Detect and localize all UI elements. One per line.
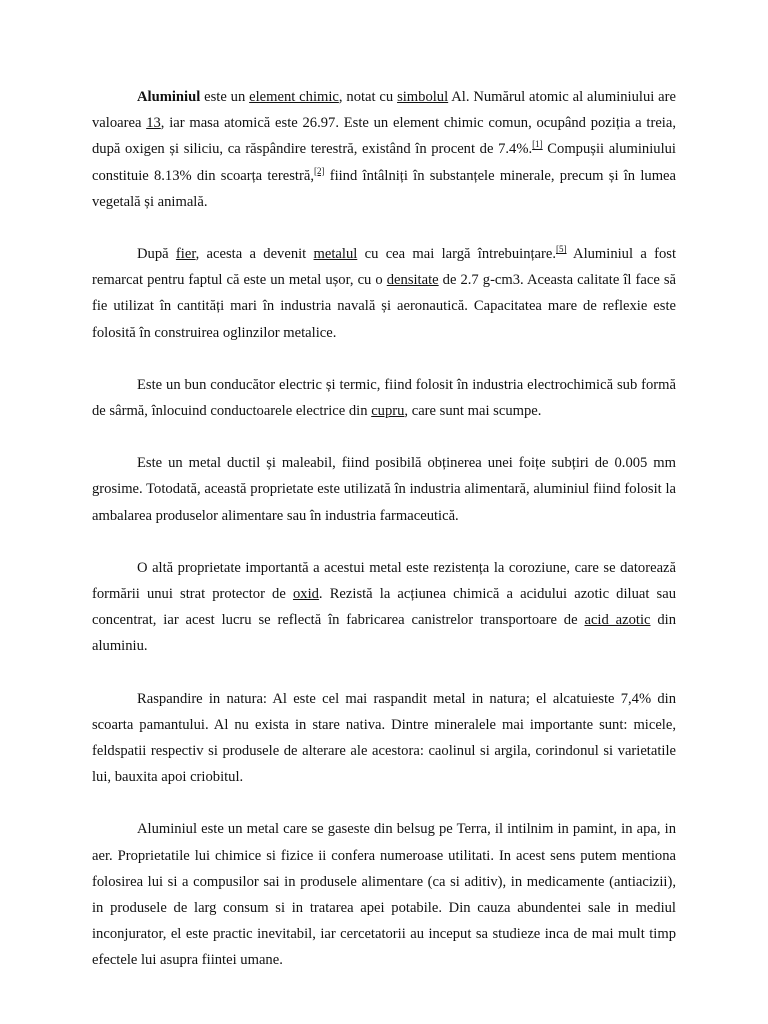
hyperlink[interactable]: oxid bbox=[292, 586, 319, 603]
text-run: Raspandire in natura: Al este cel mai raspandit metal in natura; el alcatuieste 7,4% din scoarta pamantului. Al nu exista in stare nativa. Dintre mineralele mai importante sunt: micele, feldspatii respectiv si produsele de alterare ale acestora: caolinul si argila, corindonul si varietatile lui, bauxita apoi criobitul. bbox=[92, 690, 676, 786]
paragraph bbox=[92, 686, 676, 791]
paragraph bbox=[92, 241, 676, 346]
text-run: , notat cu bbox=[338, 89, 398, 105]
text-run: . Rezistă la acțiunea chimică a acidului azotic diluat sau concentrat, iar acest lucru se reflectă în fabricarea canistrelor transportoare de bbox=[92, 586, 676, 629]
text-run: este un bbox=[200, 89, 250, 105]
text-run: Este un bun conducător electric și termic, fiind folosit în industria electrochimică sub formă de sârmă, înlocuind conductoarele electrice din bbox=[92, 376, 676, 420]
text-run: Este un metal ductil și maleabil, fiind posibilă obținerea unei foițe subțiri de 0.005 mm grosime. Totodată, această proprietate este utilizată în industria alimentară, aluminiul fiind folosit la ambalarea produselor alimentare sau în industria farmaceutică. bbox=[92, 455, 676, 524]
paragraph bbox=[92, 372, 676, 424]
text-run: de 2.7 g-cm3. Aceasta calitate îl face să fie utilizat în cantități mari în industria navală și aeronautică. Capacitatea mare de reflexie este folosită în construirea oglinzilor metalice. bbox=[92, 272, 677, 341]
hyperlink[interactable]: acid azotic bbox=[584, 612, 651, 629]
bold-term: Aluminiul bbox=[137, 89, 201, 105]
text-run: , iar masa atomică este 26.97. Este un element chimic comun, ocupând poziția a treia, după oxigen și siliciu, ca răspândire terestră, existând în procent de 7.4%. bbox=[92, 115, 676, 158]
footnote-ref-link[interactable]: [1] bbox=[532, 139, 543, 150]
text-run: fiind întâlniți în substanțele minerale, precum și în lumea vegetală și animală. bbox=[92, 167, 676, 210]
hyperlink[interactable]: fier bbox=[175, 246, 196, 263]
hyperlink[interactable]: simbolul bbox=[397, 89, 449, 105]
document-page bbox=[92, 84, 676, 1000]
text-run: Compușii aluminiului constituie 8.13% din scoarța terestră, bbox=[92, 141, 676, 184]
paragraph bbox=[92, 555, 676, 660]
footnote-ref-link[interactable]: [5] bbox=[556, 244, 567, 255]
paragraph bbox=[92, 84, 676, 215]
hyperlink[interactable]: element chimic bbox=[249, 89, 339, 105]
text-run: , acesta a devenit bbox=[195, 246, 314, 263]
text-run: , care sunt mai scumpe. bbox=[404, 403, 542, 420]
text-run: Al. Numărul atomic al aluminiului are valoarea bbox=[92, 89, 676, 132]
hyperlink[interactable]: metalul bbox=[313, 246, 358, 263]
text-run: Aluminiul a fost remarcat pentru faptul că este un metal ușor, cu o bbox=[92, 246, 676, 289]
text-run: din aluminiu. bbox=[92, 612, 677, 655]
text-run: Aluminiul este un metal care se gaseste din belsug pe Terra, il intilnim in pamint, in apa, in aer. Proprietatile lui chimice si fizice ii confera numeroase utilitati. In acest sens putem mentiona folosirea lui si a compusilor sai in produsele alimentare (ca si aditiv), in medicamente (antiacizii), in produsele de larg consum si in tratarea apei potabile. Din cauza abundentei sale in mediul inconjurator, el este practic inevitabil, iar cercetatorii au inceput sa studieze inca de mai mult timp efectele lui asupra fiintei umane. bbox=[92, 821, 676, 969]
text-run: După bbox=[137, 246, 176, 263]
paragraph bbox=[92, 816, 676, 973]
text-run: O altă proprietate importantă a acestui metal este rezistența la coroziune, care se datorează formării unui strat protector de bbox=[92, 559, 676, 603]
footnote-ref-link[interactable]: [2] bbox=[313, 165, 325, 176]
hyperlink[interactable]: densitate bbox=[386, 272, 439, 289]
hyperlink[interactable]: cupru bbox=[371, 403, 405, 420]
paragraph bbox=[92, 450, 676, 529]
hyperlink[interactable]: 13 bbox=[146, 115, 161, 132]
text-run: cu cea mai largă întrebuințare. bbox=[357, 246, 557, 263]
